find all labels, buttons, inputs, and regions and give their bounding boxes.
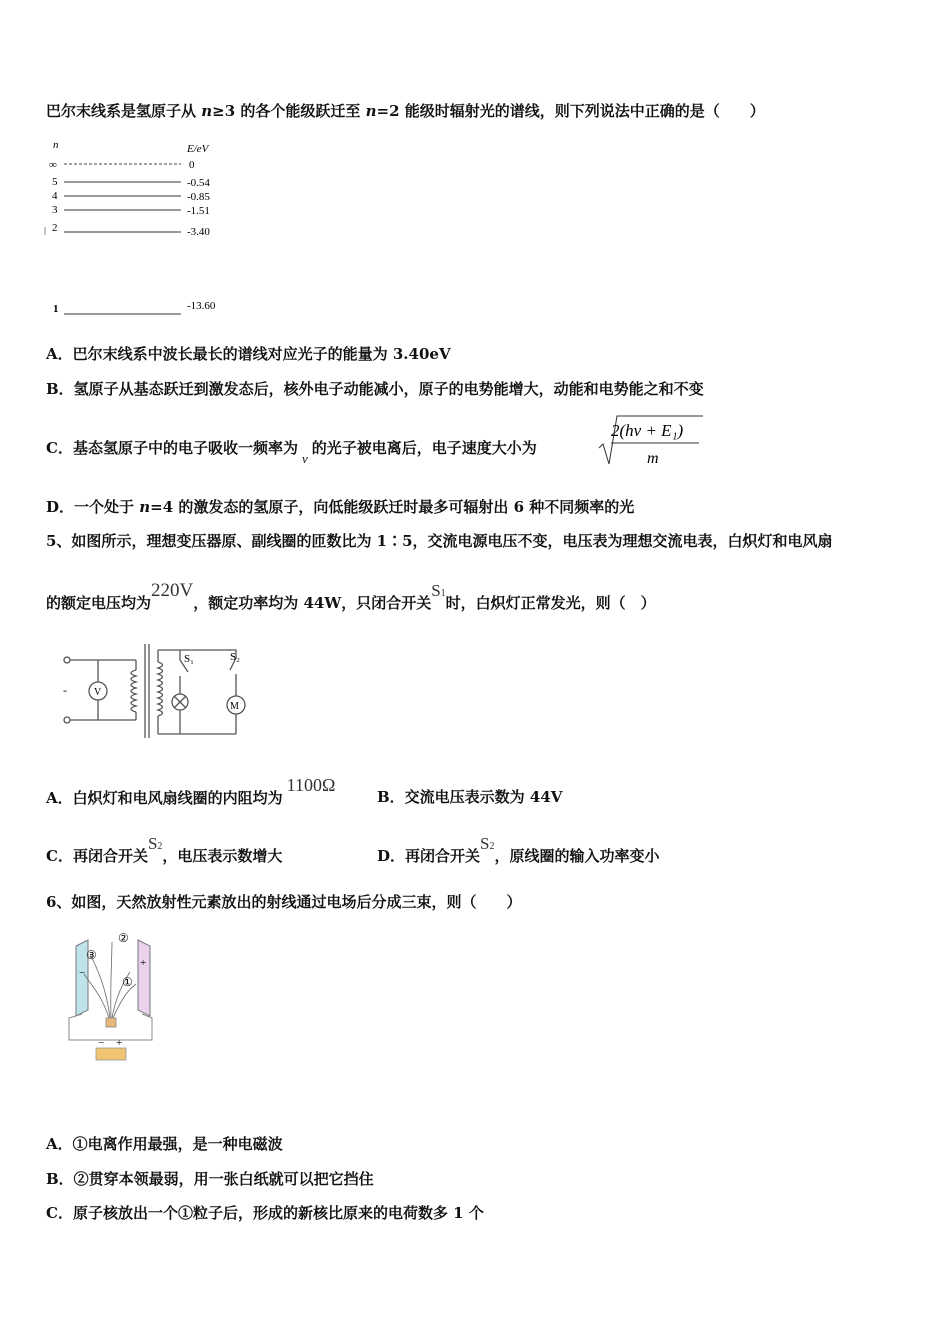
level-e-2: -3.40 [187,226,210,238]
energy-level-diagram [44,138,234,323]
switch-s1-symbol: S1 [431,581,446,600]
energy-axis-label: E/eV [187,143,209,155]
switch-s2-symbol-d: S2 [480,834,495,853]
source-minus-label: - [63,683,67,697]
q6-stem: 6、如图，天然放射性元素放出的射线通过电场后分成三束，则（ ） [46,893,522,911]
right-plate-plus: + [140,957,147,969]
level-n-5: 5 [52,176,58,188]
q5-option-d: D．再闭合开关S2，原线圈的输入功率变小 [377,834,660,865]
q4-option-b: B．氢原子从基态跃迁到激发态后，核外电子动能减小，原子的电势能增大，动能和电势能之和不变 [46,380,704,398]
q5-option-b: B．交流电压表示数为 44V [377,788,563,806]
ray-1-label: ① [122,975,133,989]
level-n-1: 1 [53,303,59,315]
level-e-5: -0.54 [187,177,210,189]
radiation-figure [66,926,158,1066]
transformer-circuit [56,638,252,744]
resistance-value: 1100Ω [286,775,336,795]
q5-option-c: C．再闭合开关S2，电压表示数增大 [46,834,283,865]
ray-3-label: ③ [86,948,97,962]
q4-option-a: A．巴尔末线系中波长最长的谱线对应光子的能量为 3.40eV [46,345,451,363]
left-plate-minus: − [79,967,86,979]
q4-option-d: D．一个处于 n=4 的激发态的氢原子，向低能级跃迁时最多可辐射出 6 种不同频率的光 [46,498,635,516]
switch-s1-label: S₁ [184,653,194,665]
ray-2-label: ② [118,931,129,945]
level-n-3: 3 [52,204,58,216]
q6-option-b: B．②贯穿本领最弱，用一张白纸就可以把它挡住 [46,1170,374,1188]
level-n-4: 4 [52,190,58,202]
voltmeter-label: V [94,687,102,698]
level-e-3: -1.51 [187,205,210,217]
nu-symbol: ν [301,451,308,466]
n-axis-label: n [53,139,59,151]
formula-numerator: 2(hν + E₁) [611,421,684,440]
battery-plus: + [116,1037,123,1049]
switch-s2-symbol: S2 [147,834,163,853]
velocity-formula [597,412,707,470]
level-e-inf: 0 [189,159,195,171]
battery-minus: − [98,1037,105,1049]
switch-s2-label: S₂ [230,651,240,663]
q5-option-a: A．白炽灯和电风扇线圈的内阻均为1100Ω [46,775,336,807]
motor-label: M [230,701,239,712]
rated-voltage: 220V [151,580,194,601]
q6-option-a: A．①电离作用最强，是一种电磁波 [46,1135,283,1153]
q5-stem-line2: 的额定电压均为220V，额定功率均为 44W，只闭合开关S1时，白炽灯正常发光，则（ ） [46,580,656,612]
q5-stem-line1: 5、如图所示，理想变压器原、副线圈的匝数比为 1∶5，交流电源电压不变，电压表为理想交流电表，白炽灯和电风扇 [46,532,833,550]
q6-option-c: C．原子核放出一个①粒子后，形成的新核比原来的电荷数多 1 个 [46,1204,484,1222]
level-e-1: -13.60 [187,300,216,312]
level-n-inf: ∞ [49,159,57,171]
formula-denominator: m [647,450,659,467]
q4-stem: 巴尔末线系是氢原子从 n≥3 的各个能级跃迁至 n=2 能级时辐射光的谱线，则下列说法中正确的是（ ） [46,102,765,120]
q4-option-c: C．基态氢原子中的电子吸收一频率为ν的光子被电离后，电子速度大小为 [46,439,537,466]
level-n-2: 2 [52,222,58,234]
level-e-4: -0.85 [187,191,210,203]
